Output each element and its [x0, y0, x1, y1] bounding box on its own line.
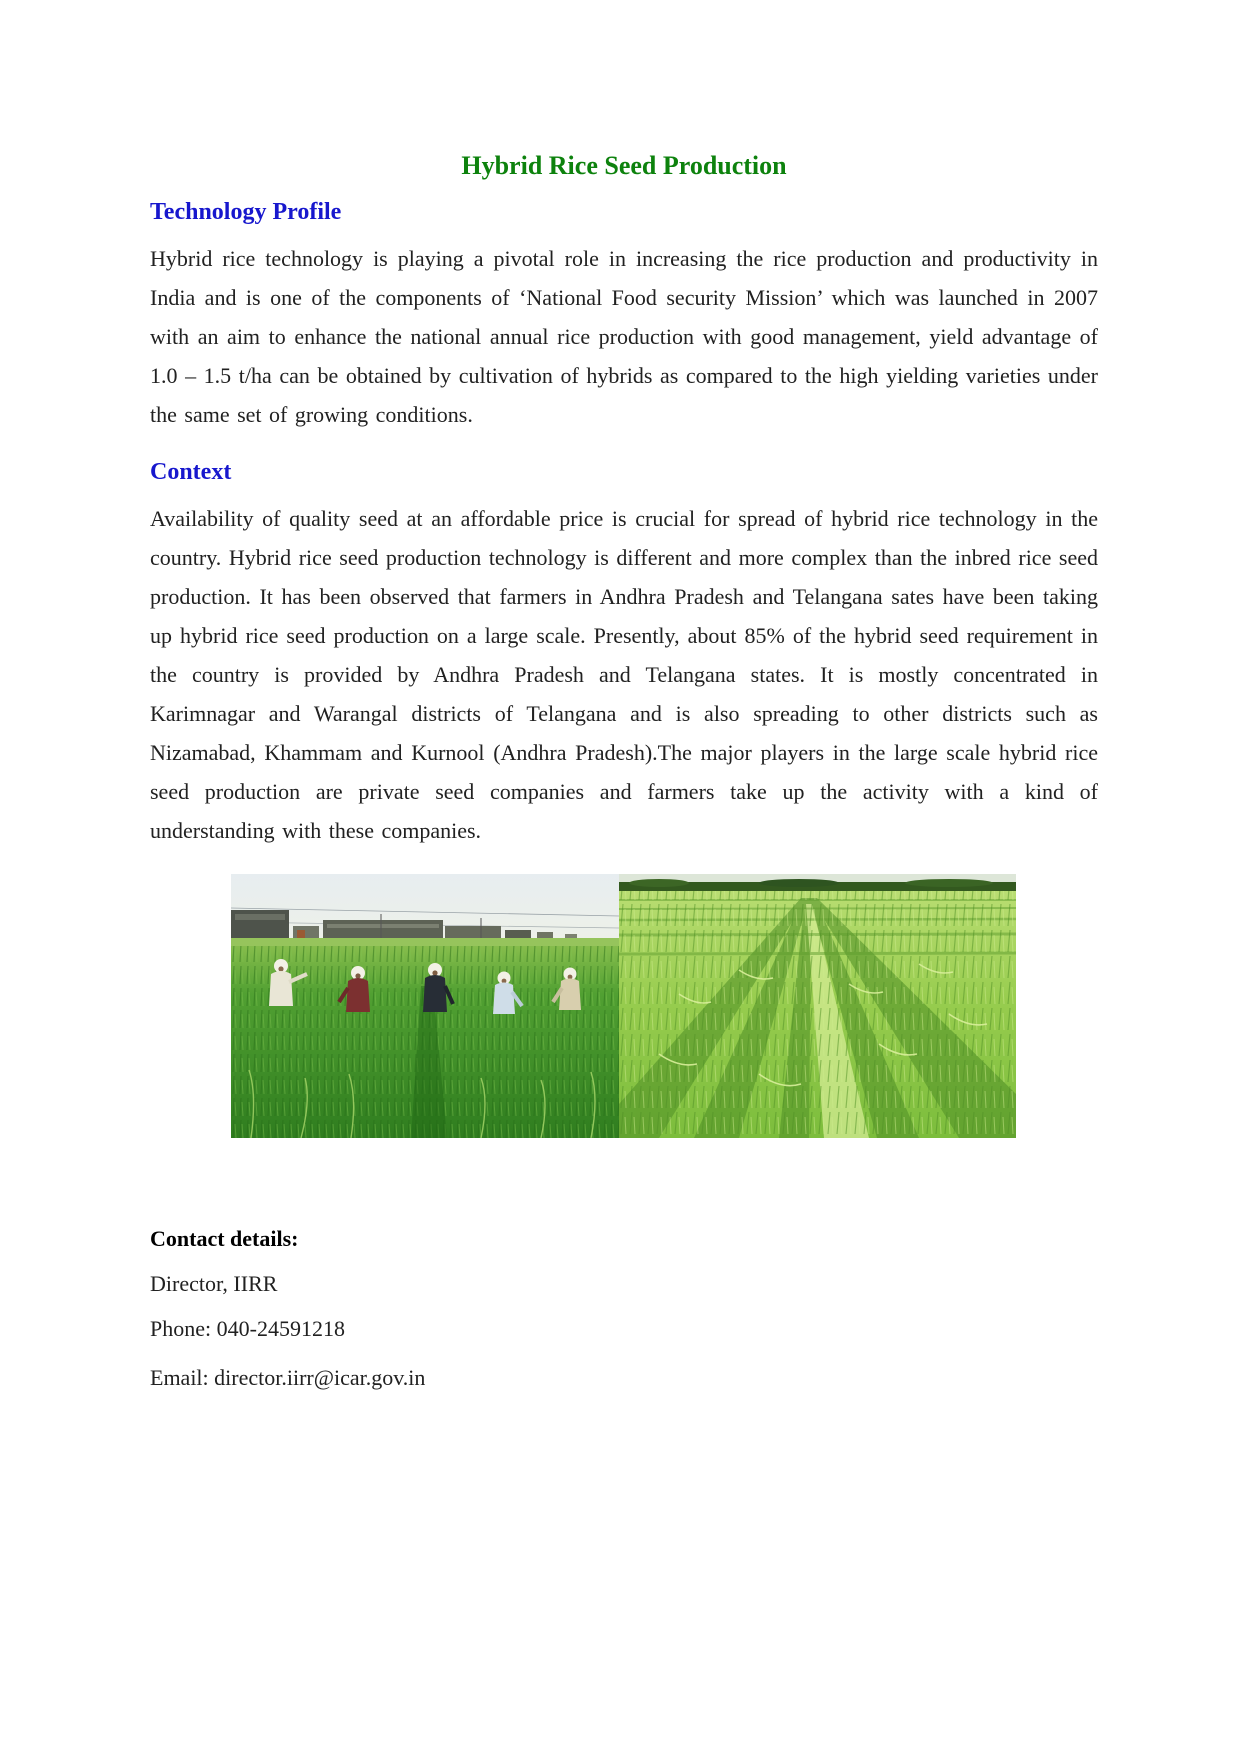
page-title: Hybrid Rice Seed Production — [461, 151, 787, 180]
rice-rows-photo — [619, 874, 1016, 1138]
contact-heading: Contact details: — [150, 1226, 299, 1251]
context-paragraph: Availability of quality seed at an affordable price is crucial for spread of hybrid rice technology in the country. Hybrid rice seed production technology is different and more complex than the inbred rice seed production. It has been observed that farmers in Andhra Pradesh and Telangana sates have been taking up hybrid rice seed production on a large scale. Presently, about 85% of the hybrid seed requirement in the country is provided by Andhra Pradesh and Telangana states. It is mostly concentrated in Karimnagar and Warangal districts of Telangana and is also spreading to other districts such as Nizamabad, Khammam and Kurnool (Andhra Pradesh).The major players in the large scale hybrid rice seed production are private seed companies and farmers take up the activity with a kind of understanding with these companies. — [150, 506, 1098, 843]
section-heading-context: Context — [150, 459, 232, 485]
photos-row — [231, 874, 1016, 1138]
technology-profile-paragraph: Hybrid rice technology is playing a pivotal role in increasing the rice production and productivity in India and is one of the components of ‘National Food security Mission’ which was launched in 2007 with an aim to enhance the national annual rice production with good management, yield advantage of 1.0 – 1.5 t/ha can be obtained by cultivation of hybrids as compared to the high yielding varieties under the same set of growing conditions. — [150, 246, 1098, 427]
contact-details-block — [150, 1226, 1098, 1391]
section-heading-technology-profile: Technology Profile — [150, 199, 342, 225]
farmers-field-photo — [231, 874, 619, 1138]
contact-line-email: Email: director.iirr@icar.gov.in — [150, 1365, 426, 1390]
contact-line-phone: Phone: 040-24591218 — [150, 1316, 345, 1341]
contact-line-director: Director, IIRR — [150, 1271, 278, 1296]
